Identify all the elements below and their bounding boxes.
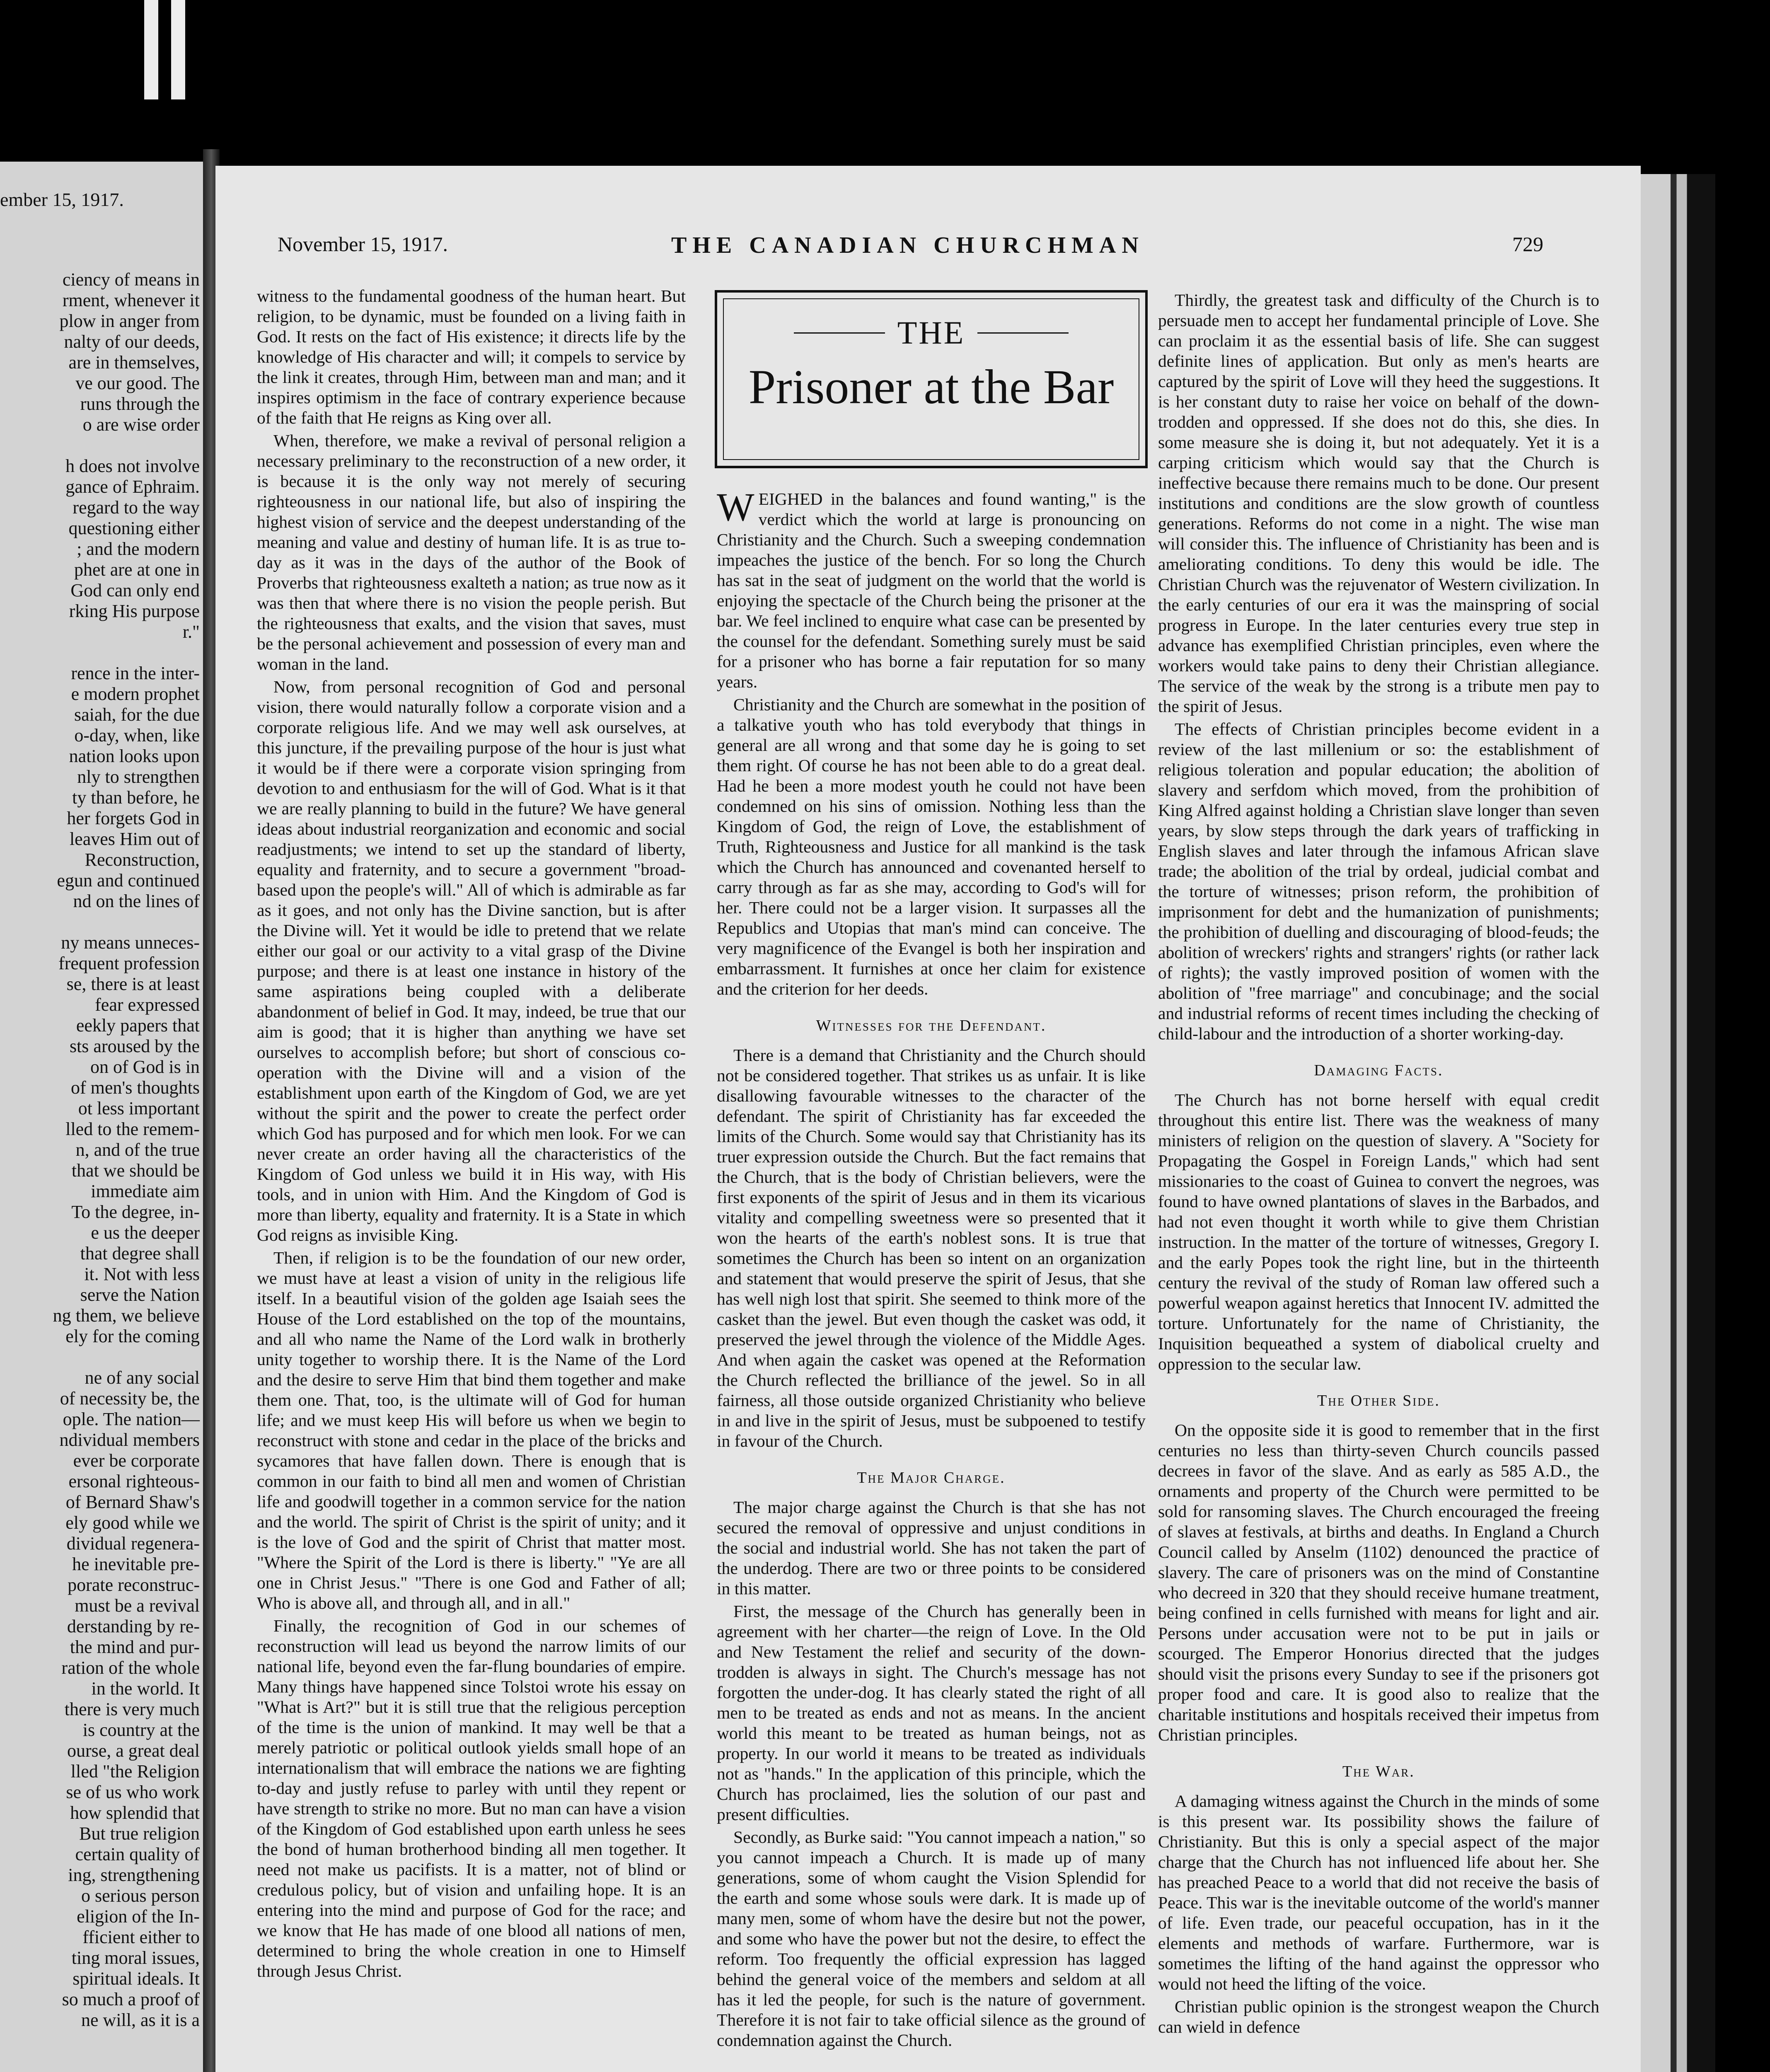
previous-page-line: must be a revival xyxy=(75,1595,200,1616)
col3-paragraph: The effects of Christian principles become evident in a review of the last millenium or so: the establishment of religious toleration and popular education; the abolition of slavery and serfdom which moved, from the prohibition of King Alfred against holding a Christian slave longer than seven years, by slow steps through the dark years of trafficking in English slaves and later through the infamous African slave trade; the abolition of the trial by ordeal, judicial combat and the torture of witnesses; prison reform, the prohibition of imprisonment for debt and the humanization of punishments; the prohibition of duelling and discouraging of blood-feuds; the abolition of wreckers' rights and strangers' rights (or rather lack of rights); the vastly improved position of women with the abolition of "free marriage" and concubinage; and the social and industrial reforms of recent times including the checking of child-labour and the introduction of a shorter working-day. xyxy=(1158,719,1599,1043)
intro-text: EIGHED in the balances and found wanting," is the verdict which the world at large is pronouncing on Christianity and the Church. Such a sweeping condemnation impeaches the justice of the bench. For so long the Church has sat in the seat of judgment on the world that the world is enjoying the spectacle of the Church being the prisoner at the bar. We feel inclined to enquire what case can be presented by the counsel for the defendant. Something surely must be said for a prisoner who has borne a fair reputation for so many years. xyxy=(717,489,1146,691)
previous-page-line: on of God is in xyxy=(90,1057,200,1077)
previous-page-line: nd on the lines of xyxy=(73,891,200,911)
subheading-war: The War. xyxy=(1342,1763,1415,1780)
previous-page-line: Reconstruction, xyxy=(85,850,200,870)
previous-page-line: derstanding by re- xyxy=(67,1616,200,1636)
col3-paragraph: Thirdly, the greatest task and difficulty of the Church is to persuade men to accept her fundamental principle of Love. She can proclaim it as the essential basis of life. She can suggest definite lines of application. But only as men's hearts are captured by the spirit of Love will they heed the suggestions. It is her constant duty to raise her voice on behalf of the down-trodden and oppressed. If she does not do this, she dies. In some measure she is doing it, but not adequately. Yet it is a carping criticism which would say that the Church is ineffective because there remains much to be done. Our present institutions and conditions are the slow growth of countless generations. Reforms do not come in a night. The wise man will consider this. The influence of Christianity has been and is ameliorating conditions. To deny this would be idle. The Christian Church was the rejuvenator of Western civilization. In the early centuries of our era it was the mainspring of social progress in Europe. In the later centuries every true step in advance has exemplified Christian principles, even where the workers would take pains to deny their Christian allegiance. The service of the weak by the strong is a tribute men pay to the spirit of Jesus. xyxy=(1158,290,1599,716)
column-2 xyxy=(717,485,1146,2053)
previous-page-line: ciency of means in xyxy=(62,269,200,290)
previous-page-line: e modern prophet xyxy=(71,684,200,704)
previous-page-line: questioning either xyxy=(68,518,200,538)
previous-page-line: rence in the inter- xyxy=(71,663,200,683)
previous-page-line: egun and continued xyxy=(57,870,200,891)
previous-page-line: n, and of the true xyxy=(75,1140,200,1160)
article-title: Prisoner at the Bar xyxy=(748,360,1114,414)
subheading-witnesses: Witnesses for the Defendant. xyxy=(816,1017,1047,1034)
previous-page-line: nalty of our deeds, xyxy=(64,332,200,352)
previous-page-line: ely for the coming xyxy=(65,1326,200,1346)
col2-paragraph: There is a demand that Christianity and the Church should not be considered together. That strikes us as unfair. It is like disallowing favourable witnesses to the character of the defendant. The spirit of Christianity has far exceeded the limits of the Church. Some would say that Christianity has its truer expression outside the Church. But the fact remains that the Church, that is the body of Christian believers, were the first exponents of the spirit of Jesus and in them its vicarious vitality and compelling sweetness were so presented that it won the hearts of the earth's noblest sons. It is true that sometimes the Church has been so intent on an organization and statement that would preserve the spirit of Jesus, that she has well nigh lost that spirit. She seemed to think more of the casket than the jewel. But even though the casket was odd, it preserved the jewel through the violence of the Middle Ages. And when again the casket was opened at the Reformation the Church reflected the brilliance of the jewel. So in all fairness, all those outside organized Christianity who believe in and live in the spirit of Jesus, must be subpoened to testify in favour of the Church. xyxy=(717,1046,1146,1450)
subheading-major-charge: The Major Charge. xyxy=(857,1469,1006,1486)
previous-page-line: ng them, we believe xyxy=(53,1305,200,1326)
col1-paragraph: Now, from personal recognition of God and personal vision, there would naturally follow a corporate vision and a corporate religious life. And we may well ask ourselves, at this juncture, if the prevailing purpose of the hour is just what it would be if there were a corporate vision springing from devotion to and enthusiasm for the will of God. What is it that we are really planning to build in the future? We have general ideas about industrial reorganization and economic and social readjustments; we intend to set up the standard of liberty, equality and fraternity, and to secure a government "broad-based upon the people's will." All of which is admirable as far as it goes, and not only has the Divine sanction, but is after the Divine will. Yet it would be idle to pretend that we relate either our goal or our activity to a vital grasp of the Divine purpose; and there is at least one instance in history of the same aspirations being coupled with a deliberate abandonment of belief in God. It may, indeed, be true that our aim is good; that it is higher than anything we have set ourselves to accomplish before; but short of conscious co-operation with the Divine will and a vision of the establishment upon earth of the Kingdom of God, we are yet without the spirit and the power to create the perfect order which God has purposed and for which men look. For we can never create an order having all the characteristics of the Kingdom of God unless we build it in His way, with His tools, and in union with Him. And the Kingdom of God is more than liberty, equality and fraternity. It is a State in which God reigns as invisible King. xyxy=(257,677,686,1244)
previous-page-header: ember 15, 1917. xyxy=(0,189,124,210)
previous-page-line: ndividual members xyxy=(59,1430,200,1450)
previous-page-line: r." xyxy=(182,622,200,642)
previous-page-line: leaves Him out of xyxy=(69,829,200,849)
film-mark-top-1 xyxy=(144,0,158,99)
previous-page-line: he inevitable pre- xyxy=(72,1554,200,1574)
issue-date: November 15, 1917. xyxy=(278,232,448,256)
publication-title: THE CANADIAN CHURCHMAN xyxy=(671,232,1144,258)
previous-page-line: sts aroused by the xyxy=(69,1036,200,1056)
article-title-small: THE xyxy=(897,315,965,351)
previous-page-line: h does not involve xyxy=(65,456,200,476)
previous-page-line xyxy=(5,435,200,456)
previous-page-line: God can only end xyxy=(70,580,200,600)
previous-page-line: spiritual ideals. It xyxy=(73,1968,200,1989)
previous-page-line: fficient either to xyxy=(82,1927,200,1947)
previous-page-line: runs through the xyxy=(80,394,200,414)
previous-page-line xyxy=(5,1347,200,1368)
column-1 xyxy=(257,286,686,1984)
page-number: 729 xyxy=(1512,232,1543,256)
previous-page-line: rking His purpose xyxy=(69,601,200,621)
previous-page-line: ever be corporate xyxy=(73,1450,200,1471)
previous-page-line: certain quality of xyxy=(75,1844,200,1864)
previous-page-line: her forgets God in xyxy=(67,808,200,828)
col1-paragraph: witness to the fundamental goodness of the human heart. But religion, to be dynamic, must be founded on a living faith in God. It rests on the fact of His existence; it directs life by the knowledge of His character and will; it compels to service by the link it creates, through Him, between man and man; and it inspires optimism in the face of contrary experience because of the faith that He reigns as King over all. xyxy=(257,286,686,427)
previous-page-line: there is very much xyxy=(64,1699,200,1719)
col3-paragraph: On the opposite side it is good to remember that in the first centuries no less than thirty-seven Church councils passed decrees in favor of the slave. And as early as 585 A.D., the ornaments and property of the Church were permitted to be sold for ransoming slaves. The Church encouraged the freeing of slaves at festivals, at births and deaths. In England a Church Council called by Anselm (1102) denounced the practice of slavery. The care of prisoners was on the mind of Constantine who decreed in 320 that they should receive humane treatment, being confined in cells furnished with means for light and air. Persons under accusation were not to be put in jails or scourged. The Emperor Honorius directed that the judges should visit the prisons every Sunday to see if the prisoners got proper food and care. It is good also to realize that the charitable institutions and hospitals received their impetus from Christian principles. xyxy=(1158,1421,1599,1744)
previous-page-line: how splendid that xyxy=(70,1803,200,1823)
previous-page-line: ty than before, he xyxy=(72,787,200,808)
previous-page-line: it. Not with less xyxy=(84,1264,200,1284)
col2-paragraph: Christianity and the Church are somewhat in the position of a talkative youth who has told everybody that things in general are all wrong and that some day he is going to set them right. Of course he has not been able to do a great deal. Had he been a more modest youth he could not have been condemned on his sins of omission. Nothing less than the Kingdom of God, the reign of Love, the establishment of Truth, Righteousness and Justice for all mankind is the task which the Church has announced and covenanted herself to carry through as far as she may, according to God's will for her. There could not be a larger vision. It surpasses all the Republics and Utopias that man's mind can conceive. The very magnificence of the Evangel is both her inspiration and embarrassment. It furnishes at once her claim for existence and the criterion for her deeds. xyxy=(717,695,1146,998)
previous-page-line: of Bernard Shaw's xyxy=(65,1492,200,1512)
previous-page-line: ersonal righteous- xyxy=(68,1471,200,1491)
col3-paragraph: The Church has not borne herself with equal credit throughout this entire list. There was the weakness of many ministers of religion on the question of slavery. A "Society for Propagating the Gospel in Foreign Lands," which had sent missionaries to the coast of Guinea to convert the negroes, was found to have owned plantations of slaves in the Barbados, and had not even thought it worth while to give them Christian instruction. In the matter of the torture of witnesses, Gregory I. and the early Popes took the right line, but in the thirteenth century the revival of the study of Roman law offered such a powerful weapon against heretics that Innocent IV. admitted the torture. Unfortunately for the name of Christianity, the Inquisition bequeathed a system of diabolical cruelty and oppression to the secular law. xyxy=(1158,1090,1599,1373)
film-mark-top-2 xyxy=(171,0,185,99)
previous-page-line: in the world. It xyxy=(91,1678,200,1699)
previous-page-line: ne will, as it is a xyxy=(81,2010,200,2030)
previous-page-line: serve the Nation xyxy=(80,1285,200,1305)
previous-page-line: immediate aim xyxy=(91,1181,200,1201)
previous-page-line: o-day, when, like xyxy=(74,725,200,746)
col2-paragraph: First, the message of the Church has generally been in agreement with her charter—the reign of Love. In the Old and New Testament the relief and security of the down-trodden is always in sight. The Church's message has not forgotten the under-dog. It has clearly stated the right of all men to be treated as ends and not as means. In the ancient world this meant to be treated as human beings, not as property. In our world it means to be treated as individuals not as "hands." In the application of this principle, which the Church has proclaimed, lies the solution of our past and present difficulties. xyxy=(717,1602,1146,1824)
title-rule-left xyxy=(794,332,885,334)
drop-cap: W xyxy=(717,485,754,529)
previous-page-line: ourse, a great deal xyxy=(67,1740,200,1761)
previous-page-line: of men's thoughts xyxy=(70,1077,200,1098)
previous-page-line: But true religion xyxy=(79,1823,200,1844)
previous-page-fragment xyxy=(0,162,207,2072)
previous-page-line: ely good while we xyxy=(65,1513,200,1533)
previous-page-line: that degree shall xyxy=(80,1243,200,1264)
col1-paragraph: Then, if religion is to be the foundation of our new order, we must have at least a vision of unity in the religious life itself. In a beautiful vision of the golden age Isaiah sees the House of the Lord established on the top of the mountains, and all who name the Name of the Lord walk in brotherly unity together to worship there. It is the Name of the Lord and the desire to serve Him that bind them together and make them one. That, too, is the ultimate will of God for human life; and we must keep His will before us when we begin to reconstruct with stone and cedar in the place of the bricks and sycamores that have fallen down. There is enough that is common in our faith to bind all men and women of Christian life and goodwill together in a common service for the nation and the world. The spirit of Christ is the spirit of unity; and it is the love of God and the spirit of Christ that matter most. "Where the Spirit of the Lord is there is liberty." "Ye are all one in Christ Jesus." "There is one God and Father of all; Who is above all, and through all, and in all." xyxy=(257,1248,686,1612)
previous-page-line: ny means unneces- xyxy=(61,932,200,953)
page-stack-edge xyxy=(1641,174,1715,2072)
previous-page-line: eekly papers that xyxy=(76,1015,200,1036)
intro-paragraph xyxy=(717,485,1146,692)
col2-paragraph: Secondly, as Burke said: "You cannot impeach a nation," so you cannot impeach a Church. It is made up of many generations, some of whom caught the Vision Splendid for the earth and some whose souls were dark. It is made up of many men, some of whom have the desire but not the power, and some who have the power but not the desire, to effect the reform. Too frequently the official expression has lagged behind the general voice of the members and seldom at all has it led the people, for such is the nature of government. Therefore it is not fair to take official silence as the ground of condemnation against the Church. xyxy=(717,1828,1146,2050)
previous-page-line: frequent profession xyxy=(58,953,200,973)
subheading-other-side: The Other Side. xyxy=(1317,1392,1440,1409)
previous-page-line: regard to the way xyxy=(73,497,200,518)
previous-page-line: o serious person xyxy=(81,1886,200,1906)
previous-page-line: that we should be xyxy=(71,1160,200,1181)
previous-page-line: eligion of the In- xyxy=(77,1906,200,1927)
previous-page-line: se of us who work xyxy=(66,1782,200,1802)
subheading-damaging-facts: Damaging Facts. xyxy=(1314,1062,1444,1079)
previous-page-line: ; and the modern xyxy=(77,539,200,559)
article-title-box xyxy=(715,290,1148,468)
previous-page-line: ne of any social xyxy=(85,1368,200,1388)
previous-page-line: saiah, for the due xyxy=(74,704,200,725)
previous-page-line: porate reconstruc- xyxy=(68,1575,200,1595)
previous-page-line: o are wise order xyxy=(82,414,200,435)
previous-page-line: of necessity be, the xyxy=(60,1388,200,1409)
previous-page-line xyxy=(5,912,200,932)
col1-paragraph: When, therefore, we make a revival of personal religion a necessary preliminary to the reconstruction of a new order, it is because it is the only way not merely of securing righteousness in our national life, but also of inspiring the highest vision of service and the deepest understanding of the meaning and value and destiny of human life. It is as true to-day as it was in the days of the author of the Book of Proverbs that righteousness exalteth a nation; as true now as it was then that where there is no vision the people perish. But the righteousness that exalts, and the vision that saves, must be the personal achievement and possession of every man and woman in the land. xyxy=(257,431,686,673)
col3-paragraph: Christian public opinion is the strongest weapon the Church can wield in defence xyxy=(1158,1997,1599,2036)
previous-page-line: lled "the Religion xyxy=(70,1761,200,1782)
previous-page-line: ve our good. The xyxy=(75,373,200,393)
previous-page-line: is country at the xyxy=(82,1720,200,1740)
previous-page-line xyxy=(5,642,200,663)
previous-page-line: ople. The nation— xyxy=(63,1409,200,1429)
previous-page-line: nly to strengthen xyxy=(77,767,200,787)
previous-page-text xyxy=(5,269,200,2031)
previous-page-line: ration of the whole xyxy=(61,1658,200,1678)
previous-page-line: plow in anger from xyxy=(59,311,200,331)
col1-paragraph: Finally, the recognition of God in our schemes of reconstruction will lead us beyond the narrow limits of our national life, beyond even the far-flung boundaries of empire. Many things have happened since Tolstoi wrote his essay on "What is Art?" but it is still true that the religious perception of the time is the union of mankind. It may well be that a merely patriotic or political outlook yields small hope of an internationalism that will embrace the nations we are fighting to-day and justly refuse to parley with until they repent or have strength to strike no more. But no man can have a vision of the Kingdom of God established upon earth unless he sees the bond of human brotherhood binding all men together. It need not make us pacifists. It is a matter, not of blind or credulous policy, but of vision and unfailing hope. It is an entering into the mind and purpose of God for the race; and we know that He has made of one blood all nations of men, determined to bring the whole creation in one to Himself through Jesus Christ. xyxy=(257,1616,686,1980)
previous-page-line: phet are at one in xyxy=(74,559,200,580)
previous-page-line: dividual regenera- xyxy=(66,1533,200,1554)
col3-paragraph: A damaging witness against the Church in the minds of some is this present war. Its possibility shows the failure of Christianity. But this is only a special aspect of the major charge that the Church has not influenced life about her. She has preached Peace to a world that did not receive the basis of Peace. This war is the inevitable outcome of the world's manner of life. Even trade, our peaceful occupation, has in it the elements and methods of warfare. Furthermore, war is sometimes the lifting of the hand against the oppressor who would not heed the lifting of the voice. xyxy=(1158,1791,1599,1993)
previous-page-line: se, there is at least xyxy=(66,974,200,994)
magazine-page xyxy=(215,166,1641,2072)
previous-page-line: ot less important xyxy=(78,1098,200,1118)
previous-page-line: fear expressed xyxy=(95,995,200,1015)
previous-page-line: the mind and pur- xyxy=(70,1637,200,1657)
previous-page-line: ing, strengthening xyxy=(68,1865,200,1885)
col2-paragraph: The major charge against the Church is that she has not secured the removal of oppressive and unjust conditions in the social and industrial world. She has not taken the part of the underdog. There are two or three points to be considered in this matter. xyxy=(717,1498,1146,1598)
previous-page-line: so much a proof of xyxy=(62,1989,200,2009)
previous-page-line: To the degree, in- xyxy=(71,1202,200,1222)
previous-page-line: nation looks upon xyxy=(69,746,200,766)
previous-page-line: ting moral issues, xyxy=(71,1948,200,1968)
previous-page-line: lled to the remem- xyxy=(65,1119,200,1139)
previous-page-line: e us the deeper xyxy=(91,1222,200,1243)
title-rule-right xyxy=(977,332,1069,334)
previous-page-line: gance of Ephraim. xyxy=(65,477,200,497)
column-3 xyxy=(1158,290,1599,2040)
previous-page-line: rment, whenever it xyxy=(62,290,200,310)
previous-page-line: are in themselves, xyxy=(68,352,200,373)
